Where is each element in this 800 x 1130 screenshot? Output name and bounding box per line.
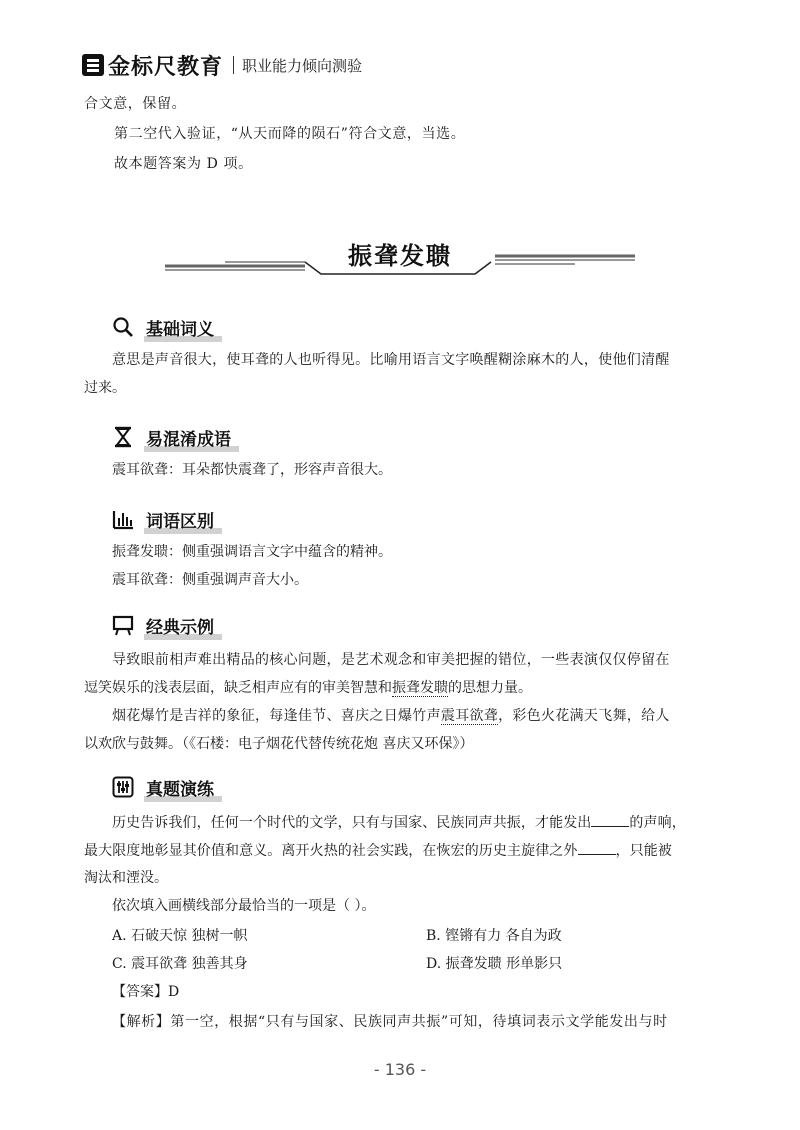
difference-line-1: 振聋发聩：侧重强调语言文字中蕴含的精神。 — [112, 544, 392, 560]
example-p2-line-1 — [112, 706, 670, 726]
example-p2-text-b: ，彩色火花满天飞舞，给人 — [498, 708, 670, 724]
question-blank-1 — [591, 812, 629, 827]
header-separator — [233, 56, 234, 74]
hourglass-icon — [112, 426, 134, 448]
section-heading-exercise — [112, 774, 216, 800]
section-heading-meaning — [112, 314, 216, 340]
section-heading-difference — [112, 506, 216, 532]
prev-text-line-1: 合文意，保留。 — [84, 96, 187, 112]
section-title-example: 经典示例 — [144, 613, 216, 638]
question-line-3: 淘汰和湮没。 — [84, 870, 168, 886]
idiom-title-block — [165, 226, 635, 286]
section-title-confusable: 易混淆成语 — [144, 425, 233, 450]
bar-chart-icon — [112, 508, 134, 530]
example-p2-underlined: 震耳欲聋 — [440, 708, 499, 724]
option-d: D. 振聋发聩 形单影只 — [426, 956, 563, 972]
meaning-line-1: 意思是声音很大，使耳聋的人也听得见。比喻用语言文字唤醒糊涂麻木的人，使他们清醒 — [112, 352, 670, 368]
section-title-meaning: 基础词义 — [144, 315, 216, 340]
prev-text-line-2: 第二空代入验证，“从天而降的陨石”符合文意，当选。 — [114, 126, 466, 142]
question-line-2 — [84, 840, 672, 861]
example-p1-text-b: 的思想力量。 — [448, 680, 532, 696]
example-p2-text-a: 烟花爆竹是吉祥的象征，每逢佳节、喜庆之日爆竹声 — [112, 708, 441, 724]
section-heading-confusable — [112, 424, 233, 450]
question-text-c: 最大限度地彰显其价值和意义。离开火热的社会实践，在恢宏的历史主旋律之外 — [84, 843, 578, 859]
question-line-1 — [112, 812, 686, 833]
section-title-exercise: 真题演练 — [144, 775, 216, 800]
header-subtitle: 职业能力倾向测验 — [242, 56, 363, 75]
board-icon — [112, 614, 134, 636]
option-b: B. 铿锵有力 各自为政 — [426, 928, 562, 944]
difference-line-2: 震耳欲聋：侧重强调声音大小。 — [112, 572, 308, 588]
prev-text-line-3: 故本题答案为 D 项。 — [114, 156, 253, 172]
page-header — [82, 50, 362, 80]
section-heading-example — [112, 612, 216, 638]
confusable-line-1: 震耳欲聋：耳朵都快震聋了，形容声音很大。 — [112, 462, 392, 478]
example-p1-underlined: 振聋发聩 — [392, 680, 448, 696]
brand-name: 金标尺教育 — [108, 54, 224, 80]
section-title-difference: 词语区别 — [144, 507, 216, 532]
idiom-title: 振聋发聩 — [348, 242, 452, 270]
meaning-line-2: 过来。 — [84, 380, 126, 396]
question-text-d: ，只能被 — [615, 843, 672, 859]
logo-icon — [82, 54, 104, 76]
question-text-a: 历史告诉我们，任何一个时代的文学，只有与国家、民族同声共振，才能发出 — [112, 815, 592, 831]
example-p1-text-a: 逗笑娱乐的浅表层面，缺乏相声应有的审美智慧和 — [84, 680, 392, 696]
question-blank-2 — [578, 840, 616, 855]
example-p1-line-1: 导致眼前相声难出精品的核心问题，是艺术观念和审美把握的错位，一些表演仅仅停留在 — [112, 652, 670, 668]
sliders-icon — [112, 776, 134, 798]
option-a: A. 石破天惊 独树一帜 — [112, 928, 248, 944]
question-text-b: 的声响， — [629, 815, 686, 831]
magnifier-icon — [112, 316, 134, 338]
example-p1-line-2 — [84, 678, 532, 698]
page-number: - 136 - — [373, 1060, 427, 1079]
answer-line: 【答案】D — [112, 984, 180, 1000]
analysis-line: 【解析】第一空，根据“只有与国家、民族同声共振”可知，待填词表示文学能发出与时 — [112, 1014, 668, 1030]
option-c: C. 震耳欲聋 独善其身 — [112, 956, 248, 972]
question-prompt: 依次填入画横线部分最恰当的一项是（ ）。 — [112, 898, 376, 914]
example-p2-line-2: 以欢欣与鼓舞。（《石楼：电子烟花代替传统花炮 喜庆又环保》） — [84, 736, 474, 752]
